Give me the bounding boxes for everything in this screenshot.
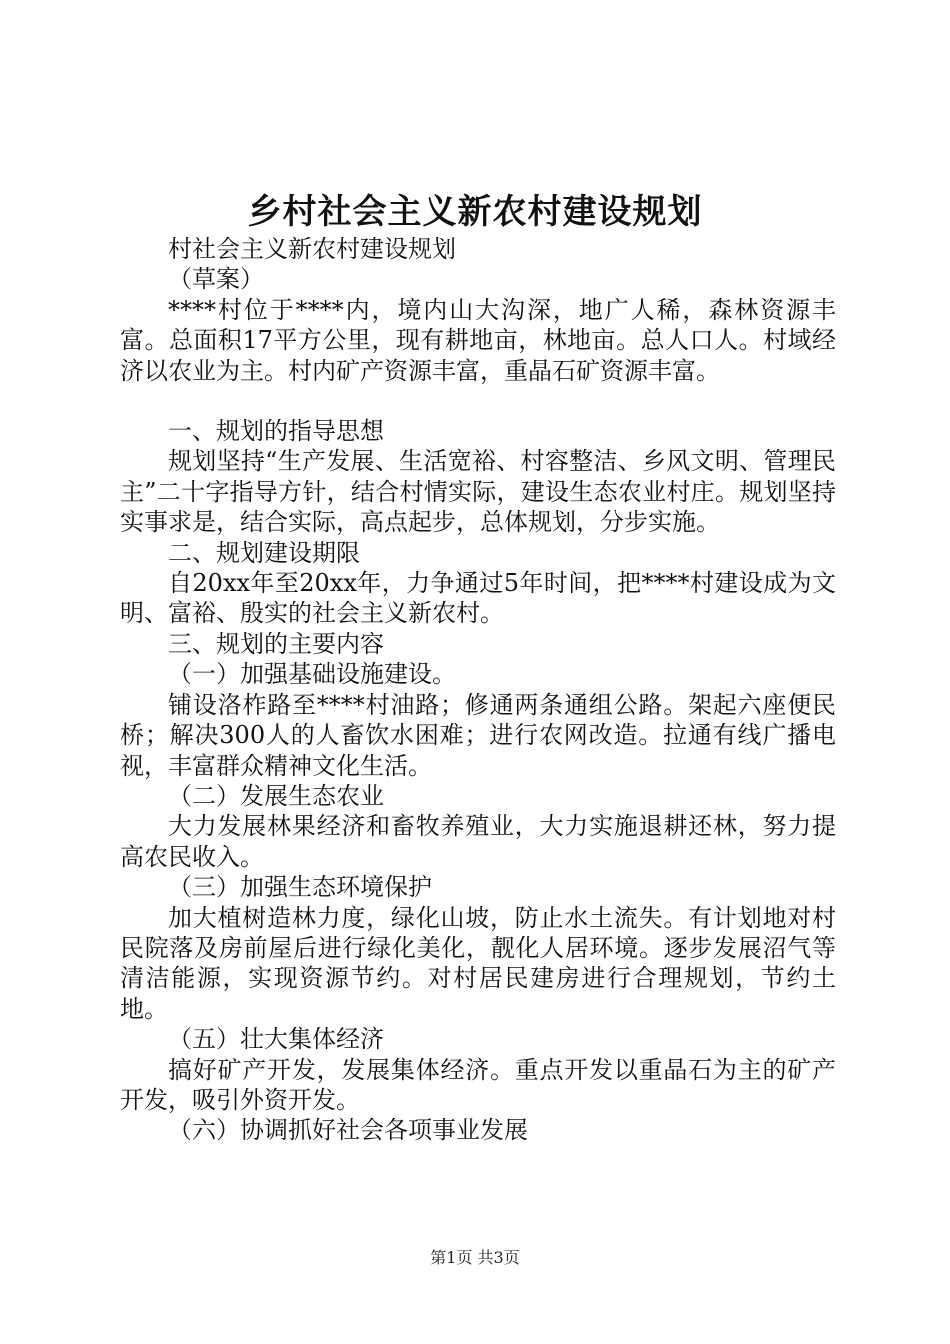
subtitle-paragraph: 村社会主义新农村建设规划	[168, 235, 456, 263]
body-paragraph: 加大植树造林力度，绿化山坡，防止水土流失。有计划地对村民院落及房前屋后进行绿化美化，靓化人居环境。逐步发展沼气等清洁能源，实现资源节约。对村居民建房进行合理规划，节约土地。	[120, 903, 836, 1023]
subsection-heading: （五）壮大集体经济	[168, 1025, 384, 1054]
page-footer: 第1页 共3页	[430, 1248, 520, 1267]
body-paragraph: 大力发展林果经济和畜牧养殖业，大力实施退耕还林，努力提高农民收入。	[120, 812, 836, 871]
draft-label: （草案）	[168, 265, 264, 294]
subsection-heading: （二）发展生态农业	[168, 781, 384, 810]
body-paragraph: 铺设洛柞路至****村油路；修通两条通组公路。架起六座便民桥；解决300人的人畜饮水困难；进行农网改造。拉通有线广播电视，丰富群众精神文化生活。	[120, 690, 836, 780]
body-paragraph: 规划坚持“生产发展、生活宽裕、村容整洁、乡风文明、管理民主”二十字指导方针，结合村情实际，建设生态农业村庄。规划坚持实事求是，结合实际，高点起步，总体规划，分步实施。	[120, 447, 836, 537]
subsection-heading: （三）加强生态环境保护	[168, 873, 432, 902]
subsection-heading: （一）加强基础设施建设。	[168, 660, 456, 689]
intro-paragraph: ****村位于****内，境内山大沟深，地广人稀，森林资源丰富。总面积17平方公里，现有耕地亩，林地亩。总人口人。村域经济以农业为主。村内矿产资源丰富，重晶石矿资源丰富。	[120, 295, 836, 385]
body-paragraph: 搞好矿产开发，发展集体经济。重点开发以重晶石为主的矿产开发，吸引外资开发。	[120, 1055, 836, 1114]
section-heading: 一、规划的指导思想	[168, 417, 384, 446]
document-body	[120, 234, 836, 1146]
document-title: 乡村社会主义新农村建设规划	[247, 192, 703, 232]
section-heading: 三、规划的主要内容	[168, 629, 384, 658]
body-paragraph: 自20xx年至20xx年，力争通过5年时间，把****村建设成为文明、富裕、殷实的社会主义新农村。	[120, 569, 836, 628]
section-heading: 二、规划建设期限	[168, 538, 360, 567]
subsection-heading: （六）协调抓好社会各项事业发展	[168, 1116, 528, 1145]
